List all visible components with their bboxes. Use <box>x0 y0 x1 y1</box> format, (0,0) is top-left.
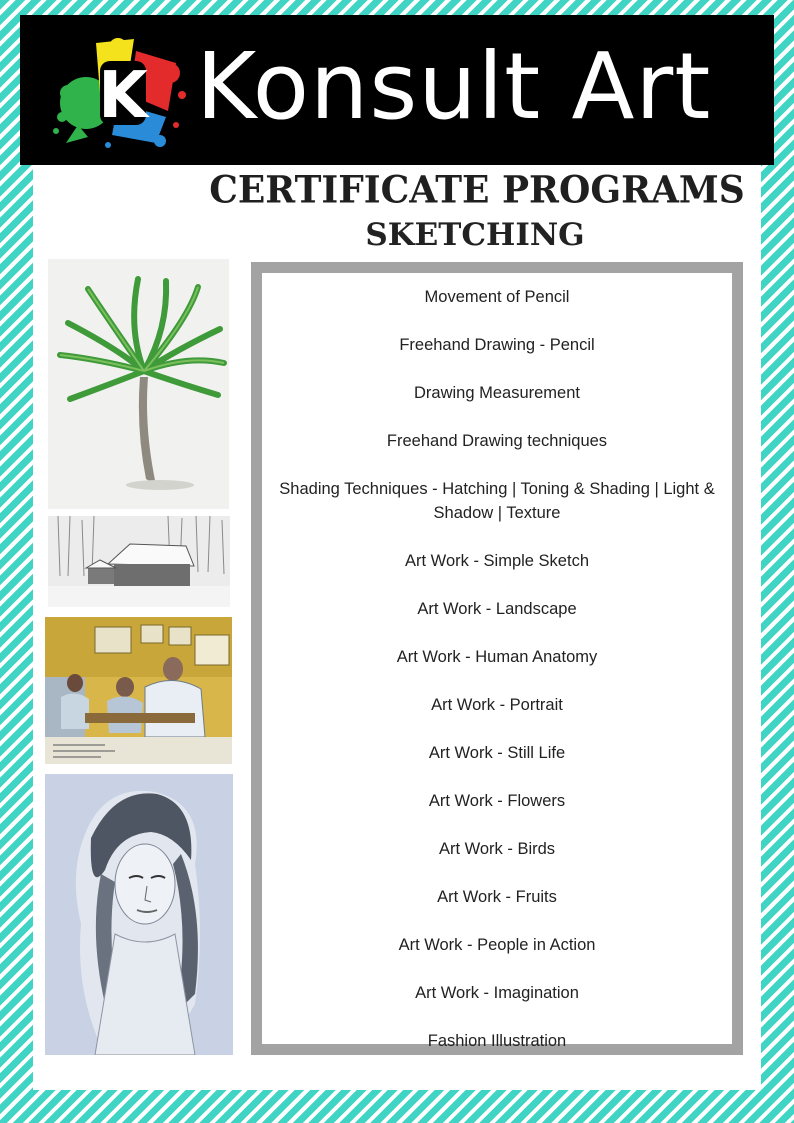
course-item-freehand-drawing-pencil: Freehand Drawing - Pencil <box>399 336 595 354</box>
course-list-box <box>251 262 743 1055</box>
course-item-birds: Art Work - Birds <box>438 840 556 858</box>
page-title: CERTIFICATE PROGRAMS <box>209 167 745 213</box>
logo-letter: K <box>98 59 148 133</box>
course-item-fashion-illustration: Fashion Illustration <box>427 1032 567 1050</box>
konsult-art-logo <box>48 33 188 151</box>
course-item-imagination: Art Work - Imagination <box>415 984 579 1002</box>
barn-landscape-sketch-image <box>48 516 230 607</box>
course-item-still-life: Art Work - Still Life <box>428 744 566 762</box>
course-item-flowers: Art Work - Flowers <box>428 792 566 810</box>
course-item-portrait: Art Work - Portrait <box>431 696 563 714</box>
course-item-freehand-drawing-techniques: Freehand Drawing techniques <box>386 432 608 450</box>
course-item-landscape: Art Work - Landscape <box>417 600 577 618</box>
course-item-fruits: Art Work - Fruits <box>437 888 557 906</box>
page-subtitle: SKETCHING <box>365 217 585 253</box>
header-bar <box>20 15 774 165</box>
course-item-drawing-measurement: Drawing Measurement <box>414 384 580 402</box>
palm-tree-sketch-image <box>48 259 229 509</box>
course-item-simple-sketch: Art Work - Simple Sketch <box>405 552 589 570</box>
course-item-shading-techniques: Shading Techniques - Hatching | Toning & Shading | Light & Shadow | Texture <box>279 480 715 522</box>
people-in-action-sketch-image <box>45 617 232 764</box>
course-item-people-in-action: Art Work - People in Action <box>398 936 596 954</box>
course-item-movement-of-pencil: Movement of Pencil <box>424 288 570 306</box>
brand-name: Konsult Art <box>196 33 712 140</box>
portrait-sketch-image <box>45 774 233 1055</box>
course-item-human-anatomy: Art Work - Human Anatomy <box>396 648 598 666</box>
